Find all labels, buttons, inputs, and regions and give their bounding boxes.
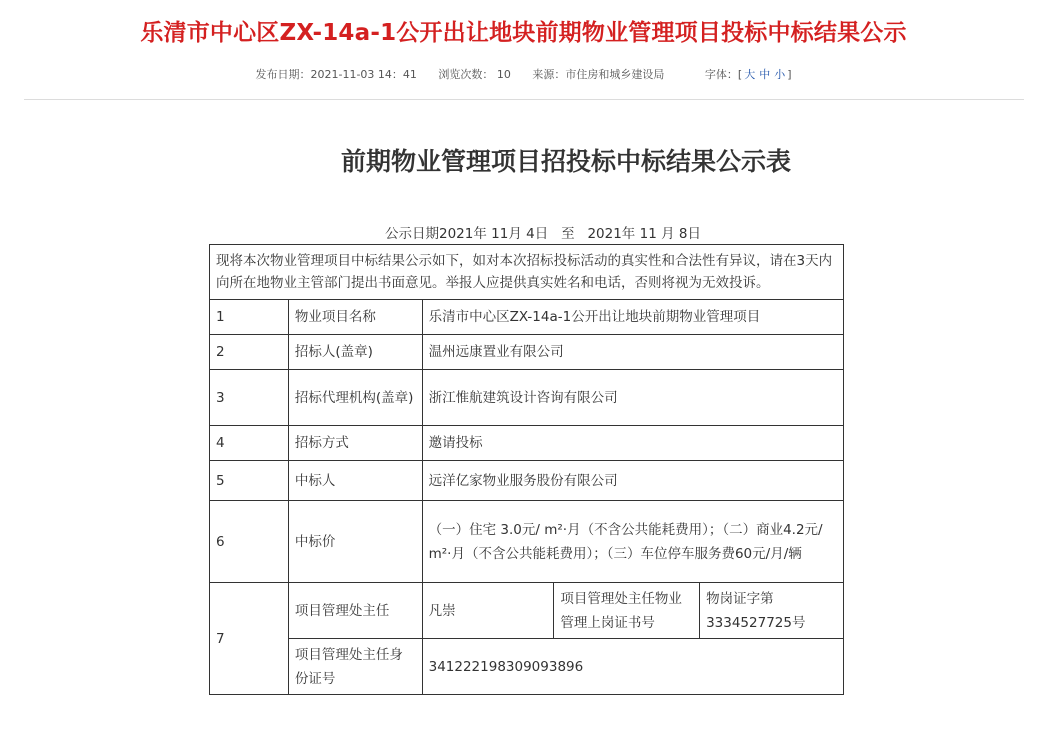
certificate-value: 物岗证字第3334527725号	[700, 583, 844, 639]
row-number: 7	[210, 583, 289, 695]
id-value: 341222198309093896	[422, 639, 843, 695]
article-source: 来源：市住房和城乡建设局	[532, 68, 665, 81]
article-title: 乐清市中心区ZX-14a-1公开出让地块前期物业管理项目投标中标结果公示	[140, 20, 907, 46]
manager-label: 项目管理处主任	[288, 583, 422, 639]
font-size-switcher	[705, 68, 792, 81]
row-number: 5	[210, 461, 289, 501]
notice-text: 现将本次物业管理项目中标结果公示如下，如对本次招标投标活动的真实性和合法性有异议，请在3天内向所在地物业主管部门提出书面意见。举报人应提供真实姓名和电话，否则将视为无效投诉。	[210, 245, 844, 300]
table-row	[210, 583, 844, 639]
view-count: 浏览次数： 10	[438, 68, 511, 81]
font-size-end: ]	[787, 68, 792, 81]
row-label: 中标价	[288, 501, 422, 583]
article-meta	[0, 66, 1047, 82]
table-row	[210, 639, 844, 695]
manager-value: 凡崇	[422, 583, 554, 639]
row-value: 远洋亿家物业服务股份有限公司	[422, 461, 843, 501]
header-divider	[24, 99, 1024, 100]
row-value: （一）住宅 3.0元/ m²·月（不含公共能耗费用）；（二）商业4.2元/ m²·月（不含公共能耗费用）；（三）车位停车服务费60元/月/辆	[422, 501, 843, 583]
table-row	[210, 501, 844, 583]
font-size-large-link[interactable]: 大	[744, 68, 756, 81]
row-number: 3	[210, 370, 289, 426]
row-value: 温州远康置业有限公司	[422, 335, 843, 370]
row-number: 4	[210, 426, 289, 461]
row-label: 招标代理机构(盖章)	[288, 370, 422, 426]
row-label: 招标人(盖章)	[288, 335, 422, 370]
table-row	[210, 461, 844, 501]
font-size-small-link[interactable]: 小	[774, 68, 786, 81]
font-size-label: 字体：[	[704, 68, 743, 81]
document-title: 前期物业管理项目招投标中标结果公示表	[340, 147, 791, 176]
row-label: 招标方式	[288, 426, 422, 461]
row-value: 邀请投标	[422, 426, 843, 461]
table-row	[210, 300, 844, 335]
font-size-medium-link[interactable]: 中	[759, 68, 771, 81]
row-value: 乐清市中心区ZX-14a-1公开出让地块前期物业管理项目	[422, 300, 843, 335]
publish-date: 发布日期：2021-11-03 14：41	[255, 68, 417, 81]
publicity-period: 公示日期2021年 11月 4日 至 2021年 11 月 8日	[385, 226, 701, 242]
row-number: 2	[210, 335, 289, 370]
row-label: 物业项目名称	[288, 300, 422, 335]
table-row	[210, 370, 844, 426]
id-label: 项目管理处主任身份证号	[288, 639, 422, 695]
row-label: 中标人	[288, 461, 422, 501]
result-table	[209, 244, 844, 695]
row-number: 1	[210, 300, 289, 335]
table-row	[210, 426, 844, 461]
table-row	[210, 335, 844, 370]
notice-row	[210, 245, 844, 300]
certificate-label: 项目管理处主任物业管理上岗证书号	[554, 583, 700, 639]
row-value: 浙江惟航建筑设计咨询有限公司	[422, 370, 843, 426]
row-number: 6	[210, 501, 289, 583]
